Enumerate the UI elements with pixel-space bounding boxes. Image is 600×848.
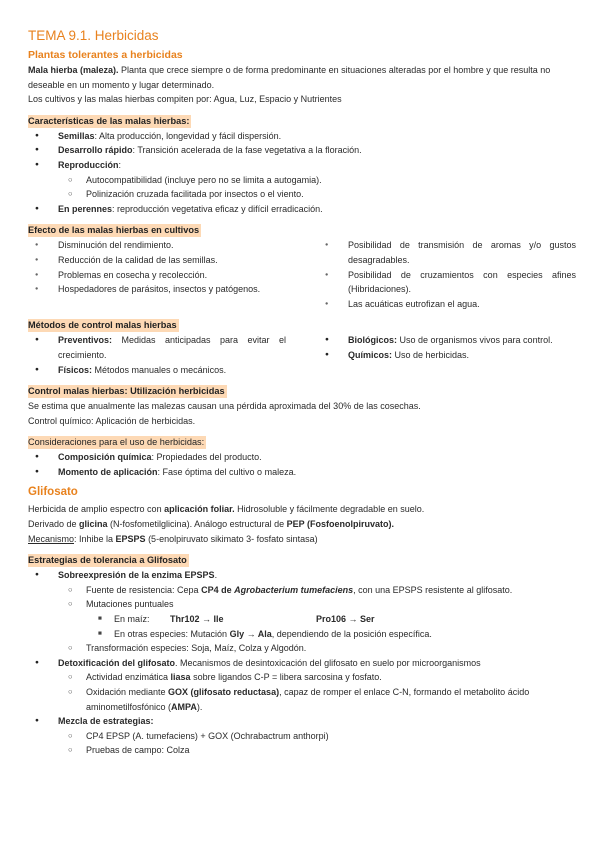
section-heading-control: Control malas hierbas: Utilización herbicidas (28, 386, 225, 397)
list-item: ● Las acuáticas eutrofizan el agua. (318, 297, 576, 312)
compete-paragraph: Los cultivos y las malas hierbas compiten por: Agua, Luz, Espacio y Nutrientes (28, 94, 342, 105)
list-item: ● Biológicos: Uso de organismos vivos para control. (318, 333, 576, 348)
control-paragraph-2: Control químico: Aplicación de herbicidas. (28, 415, 196, 426)
definition-term: Mala hierba (maleza). (28, 65, 119, 75)
list-subitem: ○ Transformación especies: Soja, Maíz, Colza y Algodón. (28, 641, 576, 656)
list-item: ● Reducción de la calidad de las semillas. (28, 253, 286, 268)
list-item: ● Hospedadores de parásitos, insectos y patógenos. (28, 282, 286, 297)
list-item: ● Momento de aplicación: Fase óptima del cultivo o maleza. (28, 465, 576, 480)
consideraciones-list (28, 450, 576, 479)
metodos-right-list (318, 333, 576, 377)
list-item: ● Posibilidad de transmisión de aromas y/o gustos desagradables. (318, 238, 576, 267)
section-heading-estrategias: Estrategias de tolerancia a Glifosato (28, 555, 187, 566)
list-item: ● Físicos: Métodos manuales o mecánicos. (28, 363, 286, 378)
caracteristicas-list (28, 129, 576, 217)
section-heading-efecto: Efecto de las malas hierbas en cultivos (28, 225, 200, 236)
glifosato-line-2: Derivado de glicina (N-fosfometilglicina). Análogo estructural de PEP (Fosfoenolpiruvato). (28, 519, 394, 530)
list-subsubitem: ■ En otras especies: Mutación Gly → Ala, dependiendo de la posición específica. (28, 627, 576, 642)
section-heading-plantas: Plantas tolerantes a herbicidas (28, 49, 183, 61)
section-heading-glifosato: Glifosato (28, 486, 78, 499)
list-item: ● Sobreexpresión de la enzima EPSPS. (28, 568, 576, 583)
list-item: ● Mezcla de estrategias: (28, 714, 576, 729)
section-heading-caracteristicas: Características de las malas hierbas: (28, 115, 190, 126)
list-item: ● Químicos: Uso de herbicidas. (318, 348, 576, 363)
list-item: ● Detoxificación del glifosato. Mecanismos de desintoxicación del glifosato en suelo por microorganismos (28, 656, 576, 671)
page-title: TEMA 9.1. Herbicidas (28, 28, 159, 43)
list-subitem: ○ Polinización cruzada facilitada por insectos o el viento. (28, 187, 576, 202)
glifosato-line-1: Herbicida de amplio espectro con aplicación foliar. Hidrosoluble y fácilmente degradable en suelo. (28, 504, 425, 515)
list-item: ● Semillas: Alta producción, longevidad y fácil dispersión. (28, 129, 576, 144)
list-item: ● Composición química: Propiedades del producto. (28, 450, 576, 465)
metodos-left-list (28, 333, 286, 377)
section-heading-metodos: Métodos de control malas hierbas (28, 320, 177, 331)
list-subitem: ○ CP4 EPSP (A. tumefaciens) + GOX (Ochrabactrum anthorpi) (28, 729, 576, 744)
efecto-columns (28, 238, 576, 311)
definition-paragraph: Mala hierba (maleza). Planta que crece siempre o de forma predominante en situaciones alteradas por el hombre y que resulta no deseable en un momento y lugar determinado. (28, 65, 551, 90)
list-subsubitem: ■ En maíz: Thr102 → Ile Pro106 → Ser (28, 612, 576, 627)
list-subitem: ○ Pruebas de campo: Colza (28, 743, 576, 758)
list-subitem: ○ Fuente de resistencia: Cepa CP4 de Agrobacterium tumefaciens, con una EPSPS resistente al glifosato. (28, 583, 576, 598)
list-subitem: ○ Oxidación mediante GOX (glifosato reductasa), capaz de romper el enlace C-N, formando el metabolito ácido aminometilfosfónico (AMPA). (28, 685, 576, 714)
list-subitem: ○ Actividad enzimática liasa sobre ligandos C-P = libera sarcosina y fosfato. (28, 670, 576, 685)
list-item: ● Desarrollo rápido: Transición acelerada de la fase vegetativa a la floración. (28, 143, 576, 158)
glifosato-line-3: Mecanismo: Inhibe la EPSPS (5-enolpiruvato sikimato 3- fosfato sintasa) (28, 533, 318, 544)
section-heading-consideraciones: Consideraciones para el uso de herbicidas: (28, 437, 205, 448)
efecto-left-list (28, 238, 286, 311)
list-item: ● Reproducción: (28, 158, 576, 173)
efecto-right-list (318, 238, 576, 311)
control-paragraph-1: Se estima que anualmente las malezas causan una pérdida aproximada del 30% de las cosechas. (28, 401, 421, 412)
list-subitem: ○ Mutaciones puntuales (28, 597, 576, 612)
document-page (28, 28, 576, 758)
list-item: ● En perennes: reproducción vegetativa eficaz y difícil erradicación. (28, 202, 576, 217)
list-subitem: ○ Autocompatibilidad (incluye pero no se limita a autogamia). (28, 173, 576, 188)
list-item: ● Posibilidad de cruzamientos con especies afines (Hibridaciones). (318, 268, 576, 297)
metodos-columns (28, 333, 576, 377)
list-item: ● Problemas en cosecha y recolección. (28, 268, 286, 283)
estrategias-list (28, 568, 576, 758)
list-item: ● Preventivos: Medidas anticipadas para evitar el crecimiento. (28, 333, 286, 362)
list-item: ● Disminución del rendimiento. (28, 238, 286, 253)
